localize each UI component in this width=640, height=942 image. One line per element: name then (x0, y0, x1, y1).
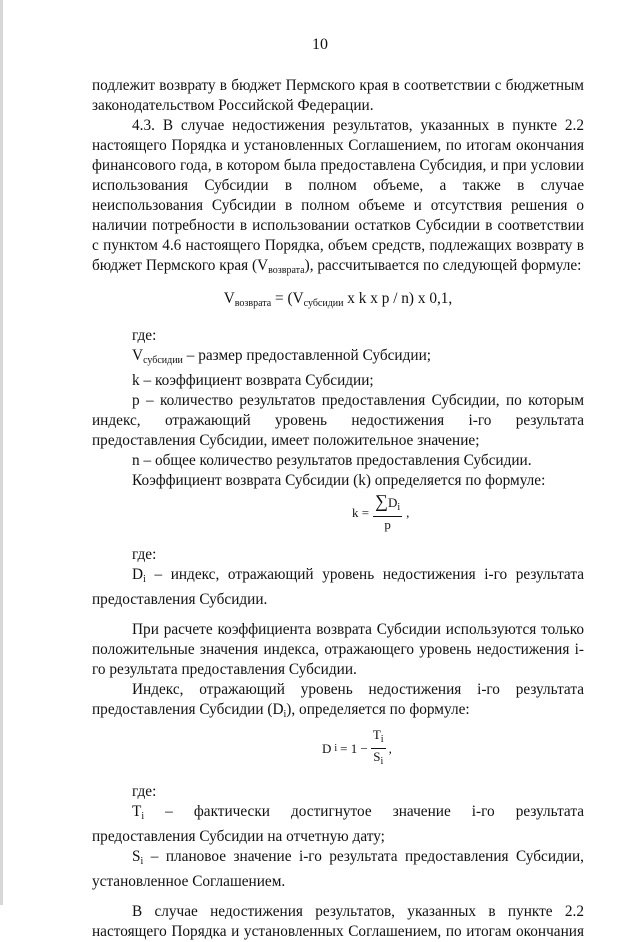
formula-return-volume: $V_{возврата} = (V_{субсидии}$ x k x p / n) x 0,1, (223, 290, 453, 309)
formula-coefficient: k = $\frac{\sum D_i}{p}$ , (352, 491, 410, 532)
paragraph-positive-values: При расчете коэффициента возврата Субсидии используются только положительные значения индекса, отражающего уровень недостижения i-го результата предоставления Субсидии. (92, 621, 584, 678)
paragraph-continuation: подлежит возврату в бюджет Пермского края в соответствии с бюджетным законодательством Российской Федерации. (92, 77, 584, 114)
paragraph-final: В случае недостижения результатов, указанных в пункте 2.2 настоящего Порядка и установленных Соглашением, по итогам окончания (92, 903, 584, 940)
where-label: где: (132, 546, 157, 563)
paragraph-coefficient: Коэффициент возврата Субсидии (k) определяется по формуле: (132, 472, 546, 489)
paragraph-4-3: 4.3. В случае недостижения результатов, указанных в пункте 2.2 настоящего Порядка и установленных Соглашением, по итогам окончания финансового года, в котором была предоставлена Субсидия, и при условии использования Субсидии в полном объеме, а также в случае неиспользования Субсидии в полном объеме и отсутствия решения о наличии потребности в использовании остатков Субсидии в соответствии с пунктом 4.6 настоящего Порядка, объем средств, подлежащих возврату в бюджет Пермского края $(V_{возврата})$, рассчитывается по следующей формуле: (92, 117, 584, 276)
scan-edge (0, 0, 3, 905)
definition-k: k – коэффициент возврата Субсидии; (132, 372, 374, 389)
where-label: где: (132, 327, 157, 344)
definition-ti: $T_i$ – фактически достигнутое значение i-го результата предоставления Субсидии на отчетную дату; (92, 803, 584, 845)
definition-p: p – количество результатов предоставления Субсидии, по которым индекс, отражающий уровень недостижения i-го результата предоставления Субсидии, имеет положительное значение; (92, 392, 584, 449)
where-label: где: (132, 783, 157, 800)
definition-v: $V_{субсидии}$ – размер предоставленной Субсидии; (132, 347, 432, 366)
definition-di: $D_i$ – индекс, отражающий уровень недостижения i-го результата предоставления Субсидии. (92, 566, 584, 608)
paragraph-index: Индекс, отражающий уровень недостижения i-го результата предоставления Субсидии $(D_i)$, определяется по формуле: (92, 681, 584, 720)
formula-index: D i = 1 − $\frac{T_i}{S_i}$ , (322, 727, 392, 767)
page-number: 10 (312, 36, 328, 53)
definition-si: $S_i$ – плановое значение i-го результата предоставления Субсидии, установленное Соглашением. (92, 848, 584, 890)
definition-n: n – общее количество результатов предоставления Субсидии. (132, 452, 532, 469)
document-body (92, 76, 584, 942)
